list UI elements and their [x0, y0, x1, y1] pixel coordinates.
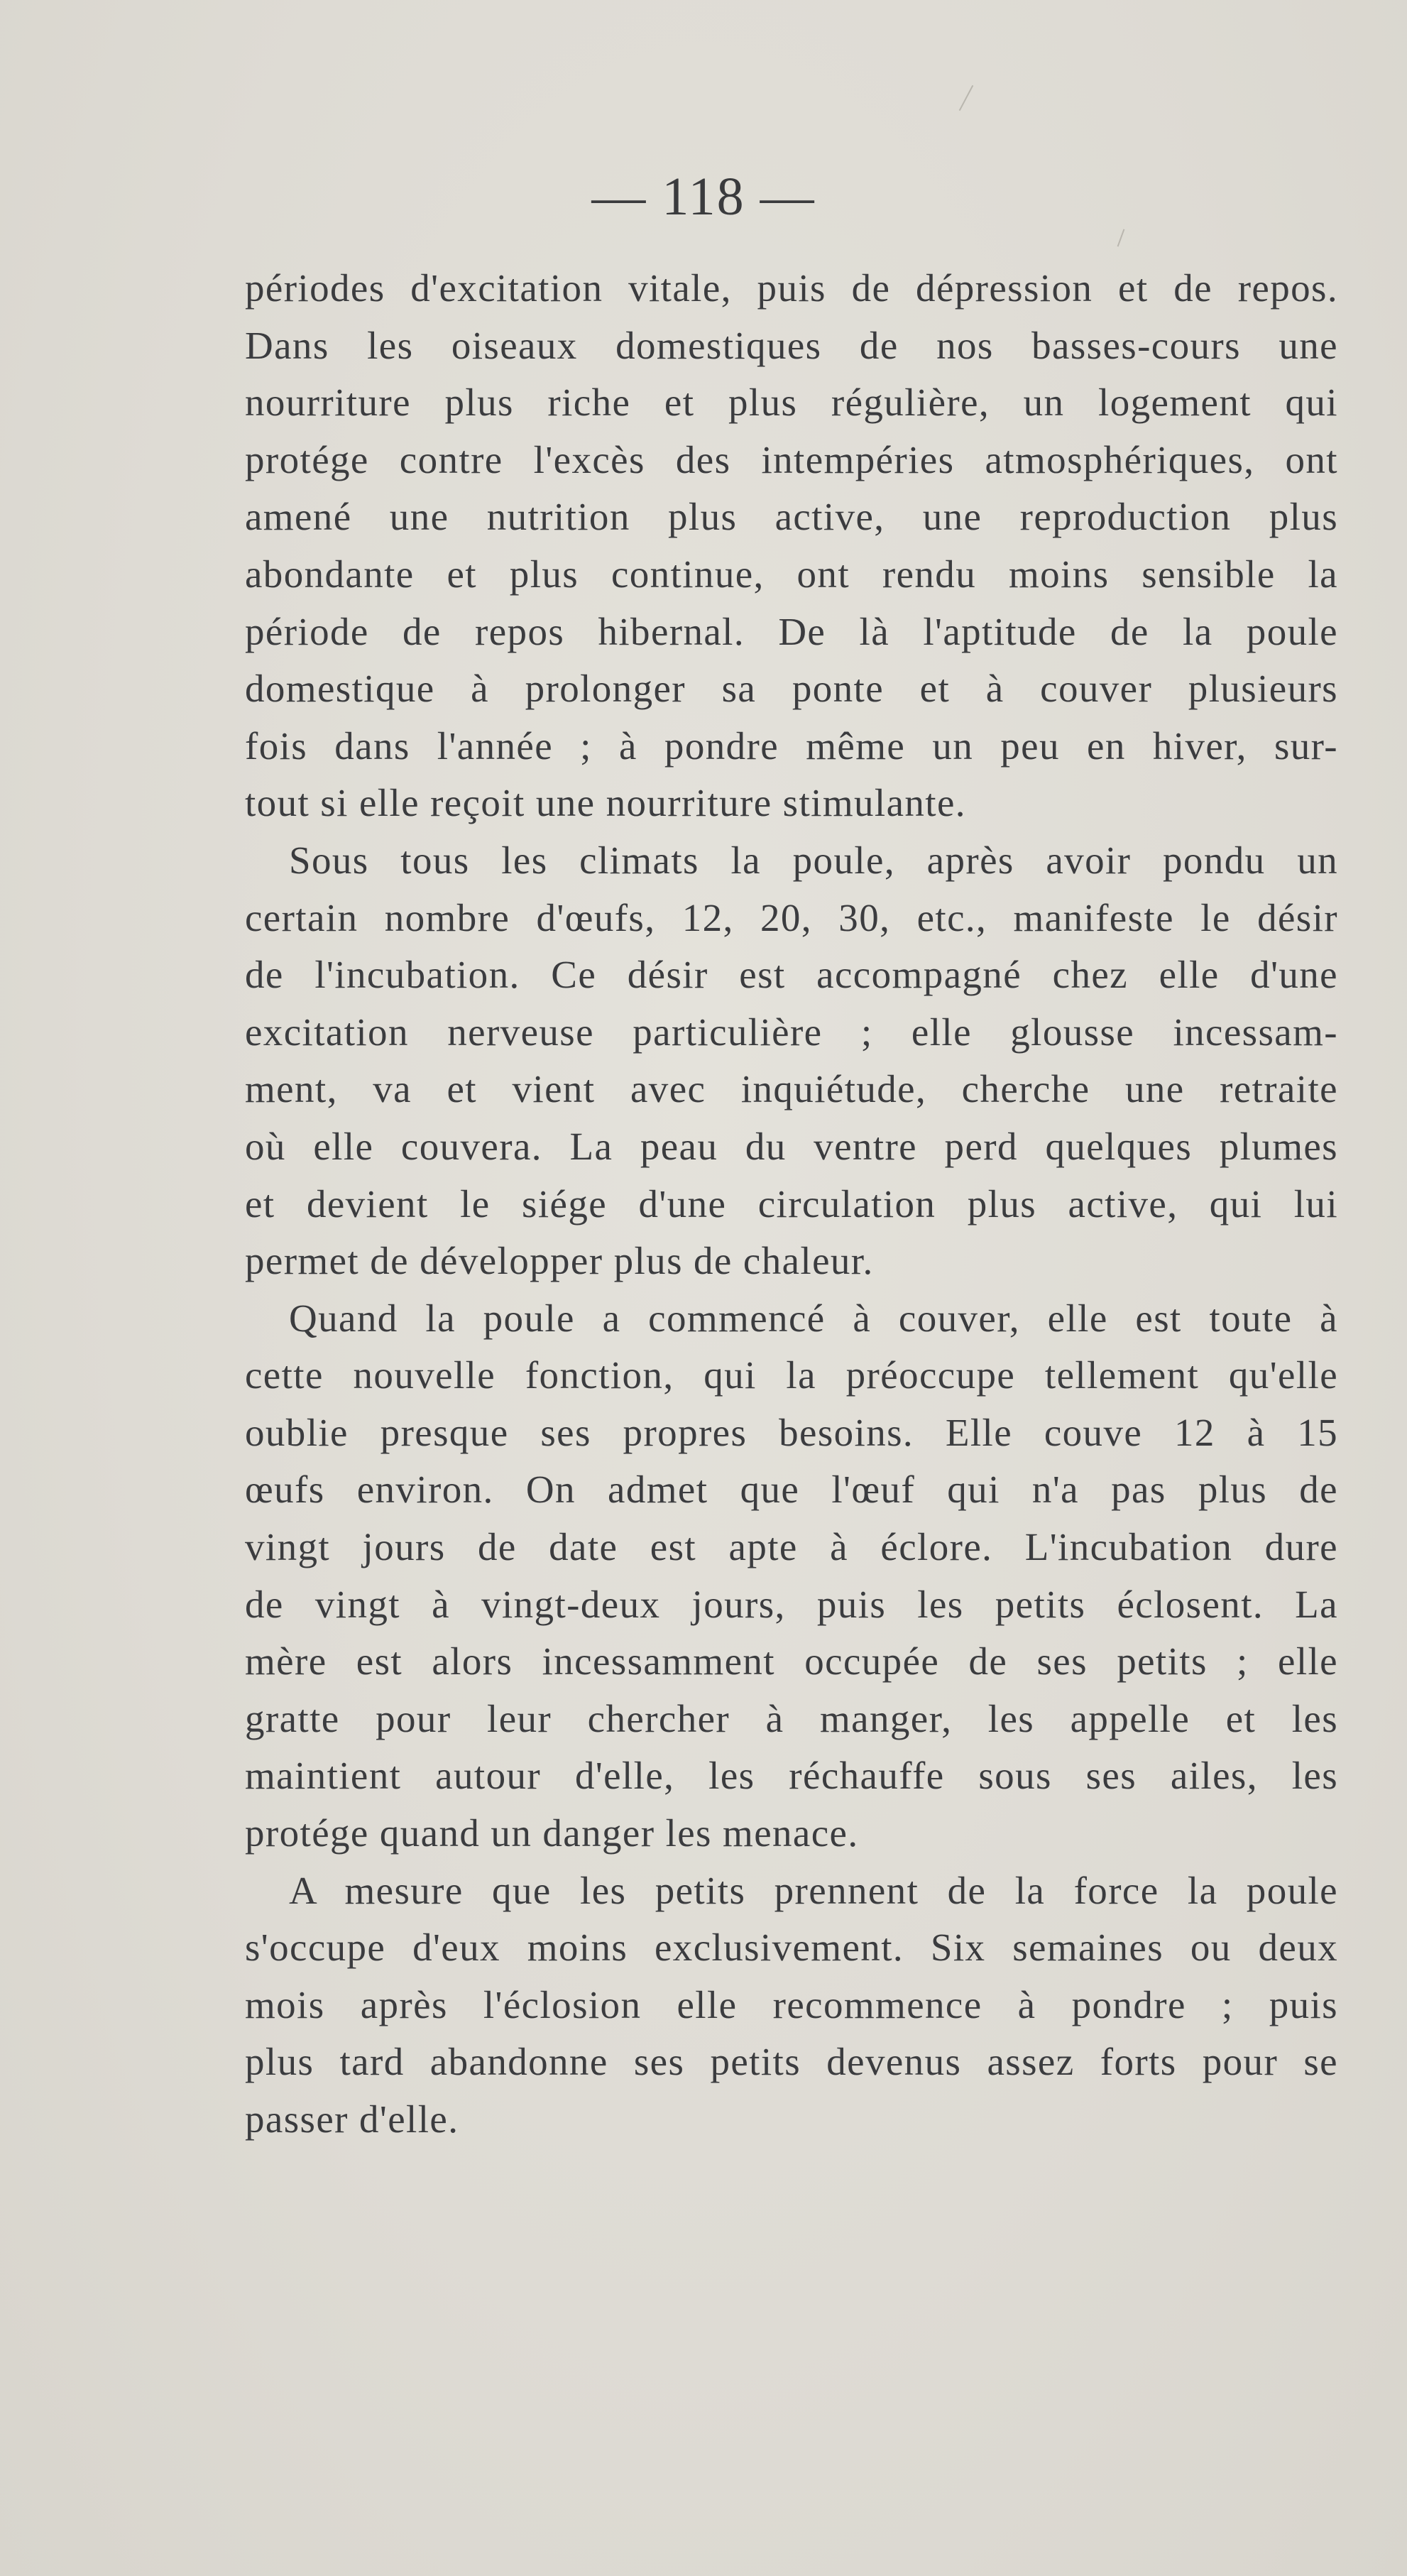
paper-mark [959, 85, 974, 111]
text-line: de vingt à vingt-deux jours, puis les petits éclosent. La [245, 1582, 1338, 1626]
body-text [245, 260, 1338, 2149]
text-line: s'occupe d'eux moins exclusivement. Six semaines ou deux [245, 1926, 1338, 1970]
paragraph-start-line: Sous tous les climats la poule, après avoir pondu un [289, 838, 1338, 882]
paper-mark [1117, 229, 1125, 246]
text-line: excitation nerveuse particulière ; elle glousse incessam- [245, 1010, 1338, 1054]
text-line: vingt jours de date est apte à éclore. L'incubation dure [245, 1525, 1338, 1569]
text-line: tout si elle reçoit une nourriture stimulante. [245, 781, 966, 825]
text-line: protége contre l'excès des intempéries atmosphériques, ont [245, 437, 1338, 481]
text-line: passer d'elle. [245, 2097, 459, 2141]
text-line: oublie presque ses propres besoins. Elle couve 12 à 15 [245, 1410, 1338, 1454]
text-line: abondante et plus continue, ont rendu moins sensible la [245, 552, 1338, 596]
text-line: période de repos hibernal. De là l'aptitude de la poule [245, 609, 1338, 653]
text-line: gratte pour leur chercher à manger, les appelle et les [245, 1696, 1338, 1740]
text-line: certain nombre d'œufs, 12, 20, 30, etc., manifeste le désir [245, 895, 1338, 939]
page-number: — 118 — [591, 167, 816, 227]
paragraph-start-line: A mesure que les petits prennent de la force la poule [289, 1868, 1338, 1912]
text-line: maintient autour d'elle, les réchauffe sous ses ailes, les [245, 1754, 1338, 1798]
text-line: œufs environ. On admet que l'œuf qui n'a pas plus de [245, 1468, 1338, 1512]
paragraph-start-line: Quand la poule a commencé à couver, elle est toute à [289, 1296, 1338, 1340]
text-line: de l'incubation. Ce désir est accompagné chez elle d'une [245, 953, 1338, 997]
text-line: cette nouvelle fonction, qui la préoccupe tellement qu'elle [245, 1353, 1338, 1397]
text-line: amené une nutrition plus active, une reproduction plus [245, 495, 1338, 539]
text-line: permet de développer plus de chaleur. [245, 1239, 874, 1283]
text-line: Dans les oiseaux domestiques de nos basses-cours une [245, 323, 1338, 367]
text-line: fois dans l'année ; à pondre même un peu en hiver, sur- [245, 724, 1338, 768]
text-line: et devient le siége d'une circulation plus active, qui lui [245, 1181, 1338, 1226]
text-line: où elle couvera. La peau du ventre perd quelques plumes [245, 1124, 1338, 1168]
text-line: mois après l'éclosion elle recommence à pondre ; puis [245, 1982, 1338, 2026]
text-line: domestique à prolonger sa ponte et à couver plusieurs [245, 667, 1338, 711]
text-line: périodes d'excitation vitale, puis de dépression et de repos. [245, 266, 1338, 310]
text-line: plus tard abandonne ses petits devenus assez forts pour se [245, 2040, 1338, 2084]
text-line: ment, va et vient avec inquiétude, cherche une retraite [245, 1067, 1338, 1111]
text-line: protége quand un danger les menace. [245, 1811, 859, 1855]
text-line: mère est alors incessamment occupée de ses petits ; elle [245, 1639, 1338, 1683]
text-line: nourriture plus riche et plus régulière, un logement qui [245, 381, 1338, 425]
